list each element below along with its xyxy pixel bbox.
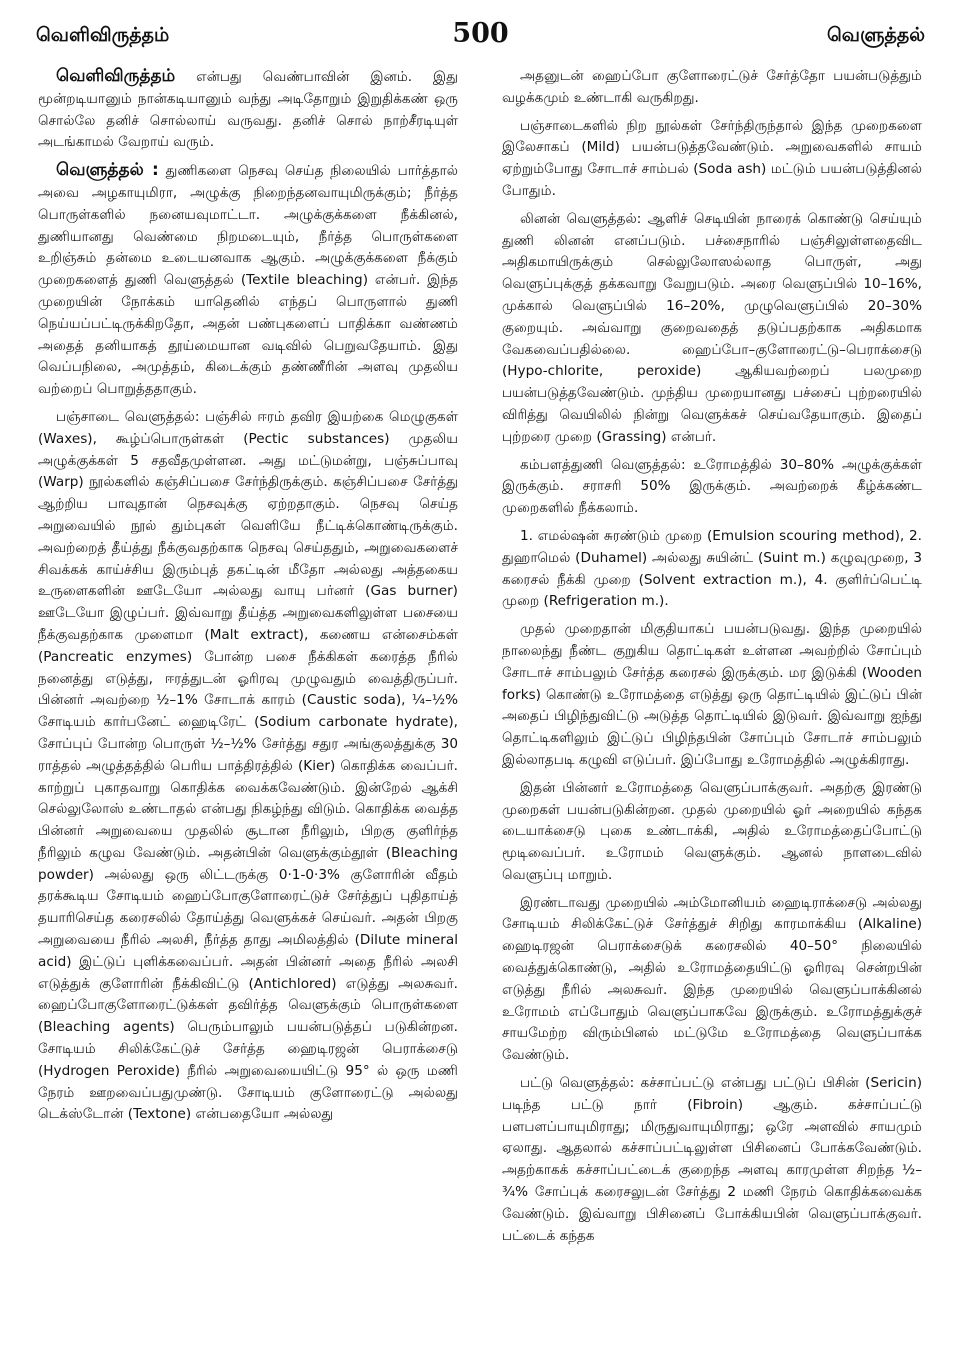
entry-paragraph: இதன் பின்னர் உரோமத்தை வெளுப்பாக்குவர். அதற்கு இரண்டு முறைகள் பயன்படுகின்றன. முதல் முறையில் ஓர் அறையில் கந்தக டையாக்சைடு புகை உண்டாக்கி, அதில் உரோமத்தைப்போட்டு மூடிவைப்பர். உரோமம் வெளுக்கும். ஆனல் நாளடைவில் வெளுப்பு மாறும். bbox=[502, 779, 922, 883]
page-header bbox=[36, 18, 925, 58]
entry-text: பஞ்சாடை வெளுத்தல்: பஞ்சில் ஈரம் தவிர இயற்கை மெழுகுகள் (Waxes), கூழ்ப்பொருள்கள் (Pectic substances) முதலிய அழுக்குக்கள் 5 சதவீதமுள்ளன. அது மட்டுமன்று, பஞ்சுப்பாவு (Warp) நூல்களில் கஞ்சிப்பசை சேர்ந்திருக்கும். கஞ்சிப்பசை சேர்த்து ஆற்றிய பாவுதான் நெசவுக்கு ஏற்றதாகும். நெசவு செய்த அறுவையில் நூல் தும்புகள் வெளியே நீட்டிக்கொண்டிருக்கும். அவற்றைத் தீய்த்து நீக்குவதற்காக நெசவு செய்ததும், அறுவைகளைச் சிவக்கக் காய்ச்சிய இரும்புத் தகட்டின் மீதோ அல்லது அத்தகைய உருளைகளின் ஊடேயோ அல்லது வாயு பர்னர் (Gas burner) ஊடேயோ இழுப்பர். இவ்வாறு தீய்த்த அறுவைகளிலுள்ள பசையை நீக்குவதற்காக முளைமா (Malt extract), கணைய என்சைம்கள் (Pancreatic enzymes) போன்ற பசை நீக்கிகள் கரைத்த நீரில் நனைத்து எடுத்து, ஈரத்துடன் ஓரிரவு முழுவதும் வைத்திருப்பர். பின்னர் அவற்றை ½–1% சோடாக் காரம் (Caustic soda), ¼–½% சோடியம் கார்பனேட் ஹைடிரேட் (Sodium carbonate hydrate), சோப்புப் போன்ற பொருள் ½–½% சேர்த்து சதுர அங்குலத்துக்கு 30 ராத்தல் அழுத்தத்தில் பெரிய பாத்திரத்தில் (Kier) கொதிக்க வைப்பர். காற்றுப் புகாதவாறு கொதிக்க வைக்கவேண்டும். இன்றேல் ஆக்சி செல்லுலோஸ் உண்டாதல் என்பது நிகழ்ந்து விடும். கொதிக்க வைத்த பின்னர் அறுவையை முதலில் சூடான நீரிலும், பிறகு குளிர்ந்த நீரிலும் கழுவ வேண்டும். அதன்பின் வெளுக்கும்தூள் (Bleaching powder) அல்லது ஒரு லிட்டருக்கு 0·1-0·3% குளோரின் வீதம் தரக்கூடிய சோடியம் ஹைப்போகுளோரைட்டுச் சேர்த்துப் புதிதாய்த் தயாரிசெய்த கரைசலில் தோய்த்து வெளுக்கச் செய்வர். அதன் பிறகு அறுவையை நீரில் அலசி, நீர்த்த தாது அமிலத்தில் (Dilute mineral acid) இட்டுப் புளிக்கவைப்பர். அதன் பின்னர் அதை நீரில் அலசி எடுத்துக் குளோரின் நீக்கிவிட்டு (Antichlored) எடுத்து அலசுவர். ஹைப்போகுளோரைட்டுக்கள் தவிர்த்த வெளுக்கும் பொருள்களை (Bleaching agents) பெரும்பாலும் பயன்படுத்தப் படுகின்றன. சோடியம் சிலிக்கேட்டுச் சேர்த்த ஹைடிரஜன் பெராக்சைடு (Hydrogen Peroxide) நீரில் அறுவையையிட்டு 95° ல் ஒரு மணி நேரம் ஊறவைப்பதுமுண்டு. சோடியம் குளோரைட்டு அல்லது டெக்ஸ்டோன் (Textone) என்பதையோ அல்லது bbox=[38, 408, 458, 1123]
entry-paragraph: பஞ்சாடைகளில் நிற நூல்கள் சேர்ந்திருந்தால் இந்த முறைகளை இலேசாகப் (Mild) பயன்படுத்தவேண்டும். அறுவைகளில் சாயம் ஏற்றும்போது சோடாச் சாம்பல் (Soda ash) மட்டும் பயன்படுத்தினல் போதும். bbox=[502, 117, 922, 199]
right-column bbox=[502, 66, 922, 1351]
entry-paragraph: இரண்டாவது முறையில் அம்மோனியம் ஹைடிராக்சைடு அல்லது சோடியம் சிலிக்கேட்டுச் சேர்த்துச் சிறிது காரமாக்கிய (Alkaline) ஹைடிரஜன் பெராக்சைடுக் கரைசலில் 40–50° நிலையில் வைத்துக்கொண்டு, அதில் உரோமத்தையிட்டு ஓரிரவு சென்றபின் எடுத்து நீரில் அலசுவர். இந்த முறையில் வெளுப்பாக்கினல் உரோமம் எப்போதும் வெளுப்பாகவே இருக்கும். உரோமத்துக்குச் சாயமேற்ற விரும்பினல் மட்டுமே உரோமத்தை வெளுப்பாக்க வேண்டும். bbox=[502, 894, 922, 1064]
entry-term: வெளுத்தல் : bbox=[56, 160, 159, 181]
entry-paragraph: அதனுடன் ஹைப்போ குளோரைட்டுச் சேர்த்தோ பயன்படுத்தும் வழக்கமும் உண்டாகி வருகிறது. bbox=[502, 68, 922, 106]
entry-paragraph: முதல் முறைதான் மிகுதியாகப் பயன்படுவது. இந்த முறையில் நாலைந்து நீண்ட குறுகிய தொட்டிகள் உள்ளன அவற்றில் சோப்பும் சோடாச் சாம்பலும் சேர்த்த கரைசல் இருக்கும். மர இடுக்கி (Wooden forks) கொண்டு உரோமத்தை எடுத்து ஒரு தொட்டியில் இட்டுப் பின் அதைப் பிழிந்துவிட்டு அடுத்த தொட்டியில் இடுவர். இவ்வாறு ஐந்து தொட்டிகளிலும் இட்டுப் பிழிந்தபின் சோப்பும் சோடாச் சாம்பலும் இல்லாதபடி கழுவி எடுப்பர். இப்போது உரோமத்தில் அழுக்கிராது. bbox=[502, 621, 922, 768]
left-column bbox=[38, 66, 458, 1351]
entry-term: வெளிவிருத்தம் bbox=[56, 66, 176, 86]
entry-paragraph: பட்டு வெளுத்தல்: கச்சாப்பட்டு என்பது பட்டுப் பிசின் (Sericin) படிந்த பட்டு நார் (Fibroin) ஆகும். கச்சாப்பட்டு பளபளப்பாயுமிராது; மிருதுவாயுமிராது; ஒரே அளவில் சாயமும் ஏலாது. ஆதலால் கச்சாப்பட்டிலுள்ள பிசினைப் போக்கவேண்டும். அதற்காகக் கச்சாப்பட்டைக் குறைந்த அளவு காரமுள்ள சிறந்த ½–¾% சோப்புக் கரைசலுடன் சேர்த்து 2 மணி நேரம் கொதிக்கவைக்க வேண்டும். இவ்வாறு பிசினைப் போக்கியபின் வெளுப்பாக்குவர். பட்டைக் கந்தக bbox=[502, 1075, 922, 1244]
header-left-word: வெளிவிருத்தம் bbox=[36, 24, 170, 46]
entry-paragraph bbox=[38, 66, 458, 154]
header-right-word: வெளுத்தல் bbox=[826, 24, 925, 46]
entry-paragraph: கம்பளத்துணி வெளுத்தல்: உரோமத்தில் 30–80% அழுக்குக்கள் இருக்கும். சராசரி 50% இருக்கும். அவற்றைக் கீழ்க்கண்ட முறைகளில் நீக்கலாம். bbox=[502, 456, 922, 517]
entry-paragraph bbox=[38, 407, 458, 1126]
entry-paragraph bbox=[38, 160, 458, 401]
page-number: 500 bbox=[452, 18, 509, 49]
entry-paragraph: 1. எமல்ஷன் சுரண்டும் முறை (Emulsion scouring method), 2. துஹாமெல் (Duhamel) அல்லது சுயின்ட் (Suint m.) கழுவுமுறை, 3 கரைசல் நீக்கி முறை (Solvent extraction m.), 4. குளிர்ப்பெட்டி முறை (Refrigeration m.). bbox=[502, 527, 922, 610]
entry-text: துணிகளை நெசவு செய்த நிலையில் பார்த்தால் அவை அழகாயுமிரா, அழுக்கு நிறைந்தனவாயுமிருக்கும்; நீர்த்த பொருள்களில் நனையவுமாட்டா. அழுக்குக்களை நீக்கினல், துணியானது வெண்மை நிறமடையும், நீர்த்த பொருள்களை உறிஞ்சும் தன்மை உடையனவாக ஆகும். அழுக்குக்களை நீக்கும் முறைகளைத் துணி வெளுத்தல் (Textile bleaching) என்பர். இந்த முறையின் நோக்கம் யாதெனில் எந்தப் பொருளால் துணி நெய்யப்பட்டிருக்கிறதோ, அதன் பண்புகளைப் பாதிக்கா வண்ணம் அதைத் தனியாகத் தூய்மையான வடிவில் பெறுவதேயாம். இது வெப்பநிலை, அமுத்தம், கிடைக்கும் தண்ணீரின் அளவு முதலிய வற்றைப் பொறுத்ததாகும். bbox=[38, 163, 458, 398]
entry-text: என்பது வெண்பாவின் இனம். இது மூன்றடியானும் நான்கடியானும் வந்து அடிதோறும் இறுதிக்கண் ஒரு சொல்லே தனிச் சொல்லாய் வருவது. தனிச் சொல் நாற்சீரடியுள் அடங்காமல் வேறாய் வரும். bbox=[38, 69, 458, 151]
entry-paragraph: லினன் வெளுத்தல்: ஆளிச் செடியின் நாரைக் கொண்டு செய்யும் துணி லினன் எனப்படும். பச்சைநாரில் பஞ்சிலுள்ளதைவிட அதிகமாயிருக்கும் செல்லுலோஸல்லாத பொருள், அது வெளுப்புக்குத் தக்கவாறு வேறுபடும். அரை வெளுப்பில் 10–16%, முக்கால் வெளுப்பில் 16–20%, முழுவெளுப்பில் 20–30% குறையும். அவ்வாறு குறைவதைத் தடுப்பதற்காக அதிகமாக வேகவைப்பதில்லை. ஹைப்போ–குளோரைட்டு–பெராக்சைடு (Hypo-chlorite, peroxide) ஆகியவற்றைப் பலமுறை பயன்படுத்தவேண்டும். முந்திய முறையானது பச்சைப் புற்றரையில் விரித்து வெயிலில் நின்று வெளுக்கச் செய்வதேயாகும். இதைப் புற்றரை முறை (Grassing) என்பர். bbox=[502, 210, 922, 445]
